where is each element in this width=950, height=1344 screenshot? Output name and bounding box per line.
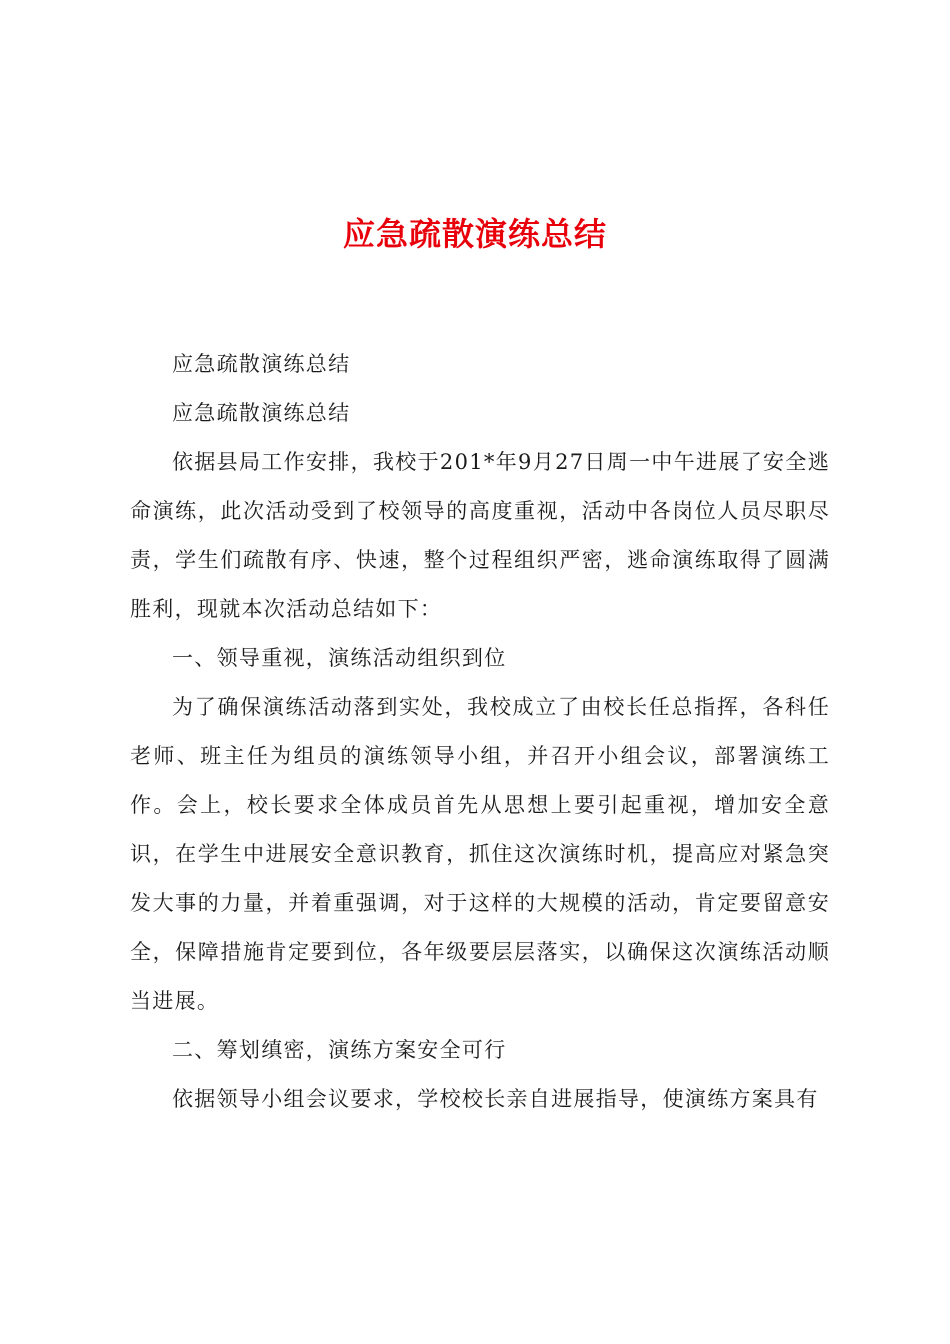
paragraph-subtitle-2: 应急疏散演练总结: [172, 401, 351, 425]
paragraph-intro: 依据县局工作安排，我校于201*年9月27日周一中午进展了安全逃命演练，此次活动受到了校领导的高度重视，活动中各岗位人员尽职尽责，学生们疏散有序、快速，整个过程组织严密，逃命演练取得了圆满胜利，现就本次活动总结如下：: [130, 450, 830, 621]
section-heading-1: 一、领导重视，演练活动组织到位: [172, 646, 507, 670]
document-body: [130, 340, 830, 1124]
paragraph-section-1: 为了确保演练活动落到实处，我校成立了由校长任总指挥，各科任老师、班主任为组员的演练领导小组，并召开小组会议，部署演练工作。会上，校长要求全体成员首先从思想上要引起重视，增加安全意识，在学生中进展安全意识教育，抓住这次演练时机，提高应对紧急突发大事的力量，并着重强调，对于这样的大规模的活动，肯定要留意安全，保障措施肯定要到位，各年级要层层落实，以确保这次演练活动顺当进展。: [130, 695, 830, 1013]
document-title: 应急疏散演练总结: [342, 215, 607, 253]
section-heading-2: 二、筹划缜密，演练方案安全可行: [172, 1038, 507, 1062]
paragraph-subtitle-1: 应急疏散演练总结: [172, 352, 351, 376]
paragraph-section-2: 依据领导小组会议要求，学校校长亲自进展指导，使演练方案具有: [172, 1087, 819, 1111]
